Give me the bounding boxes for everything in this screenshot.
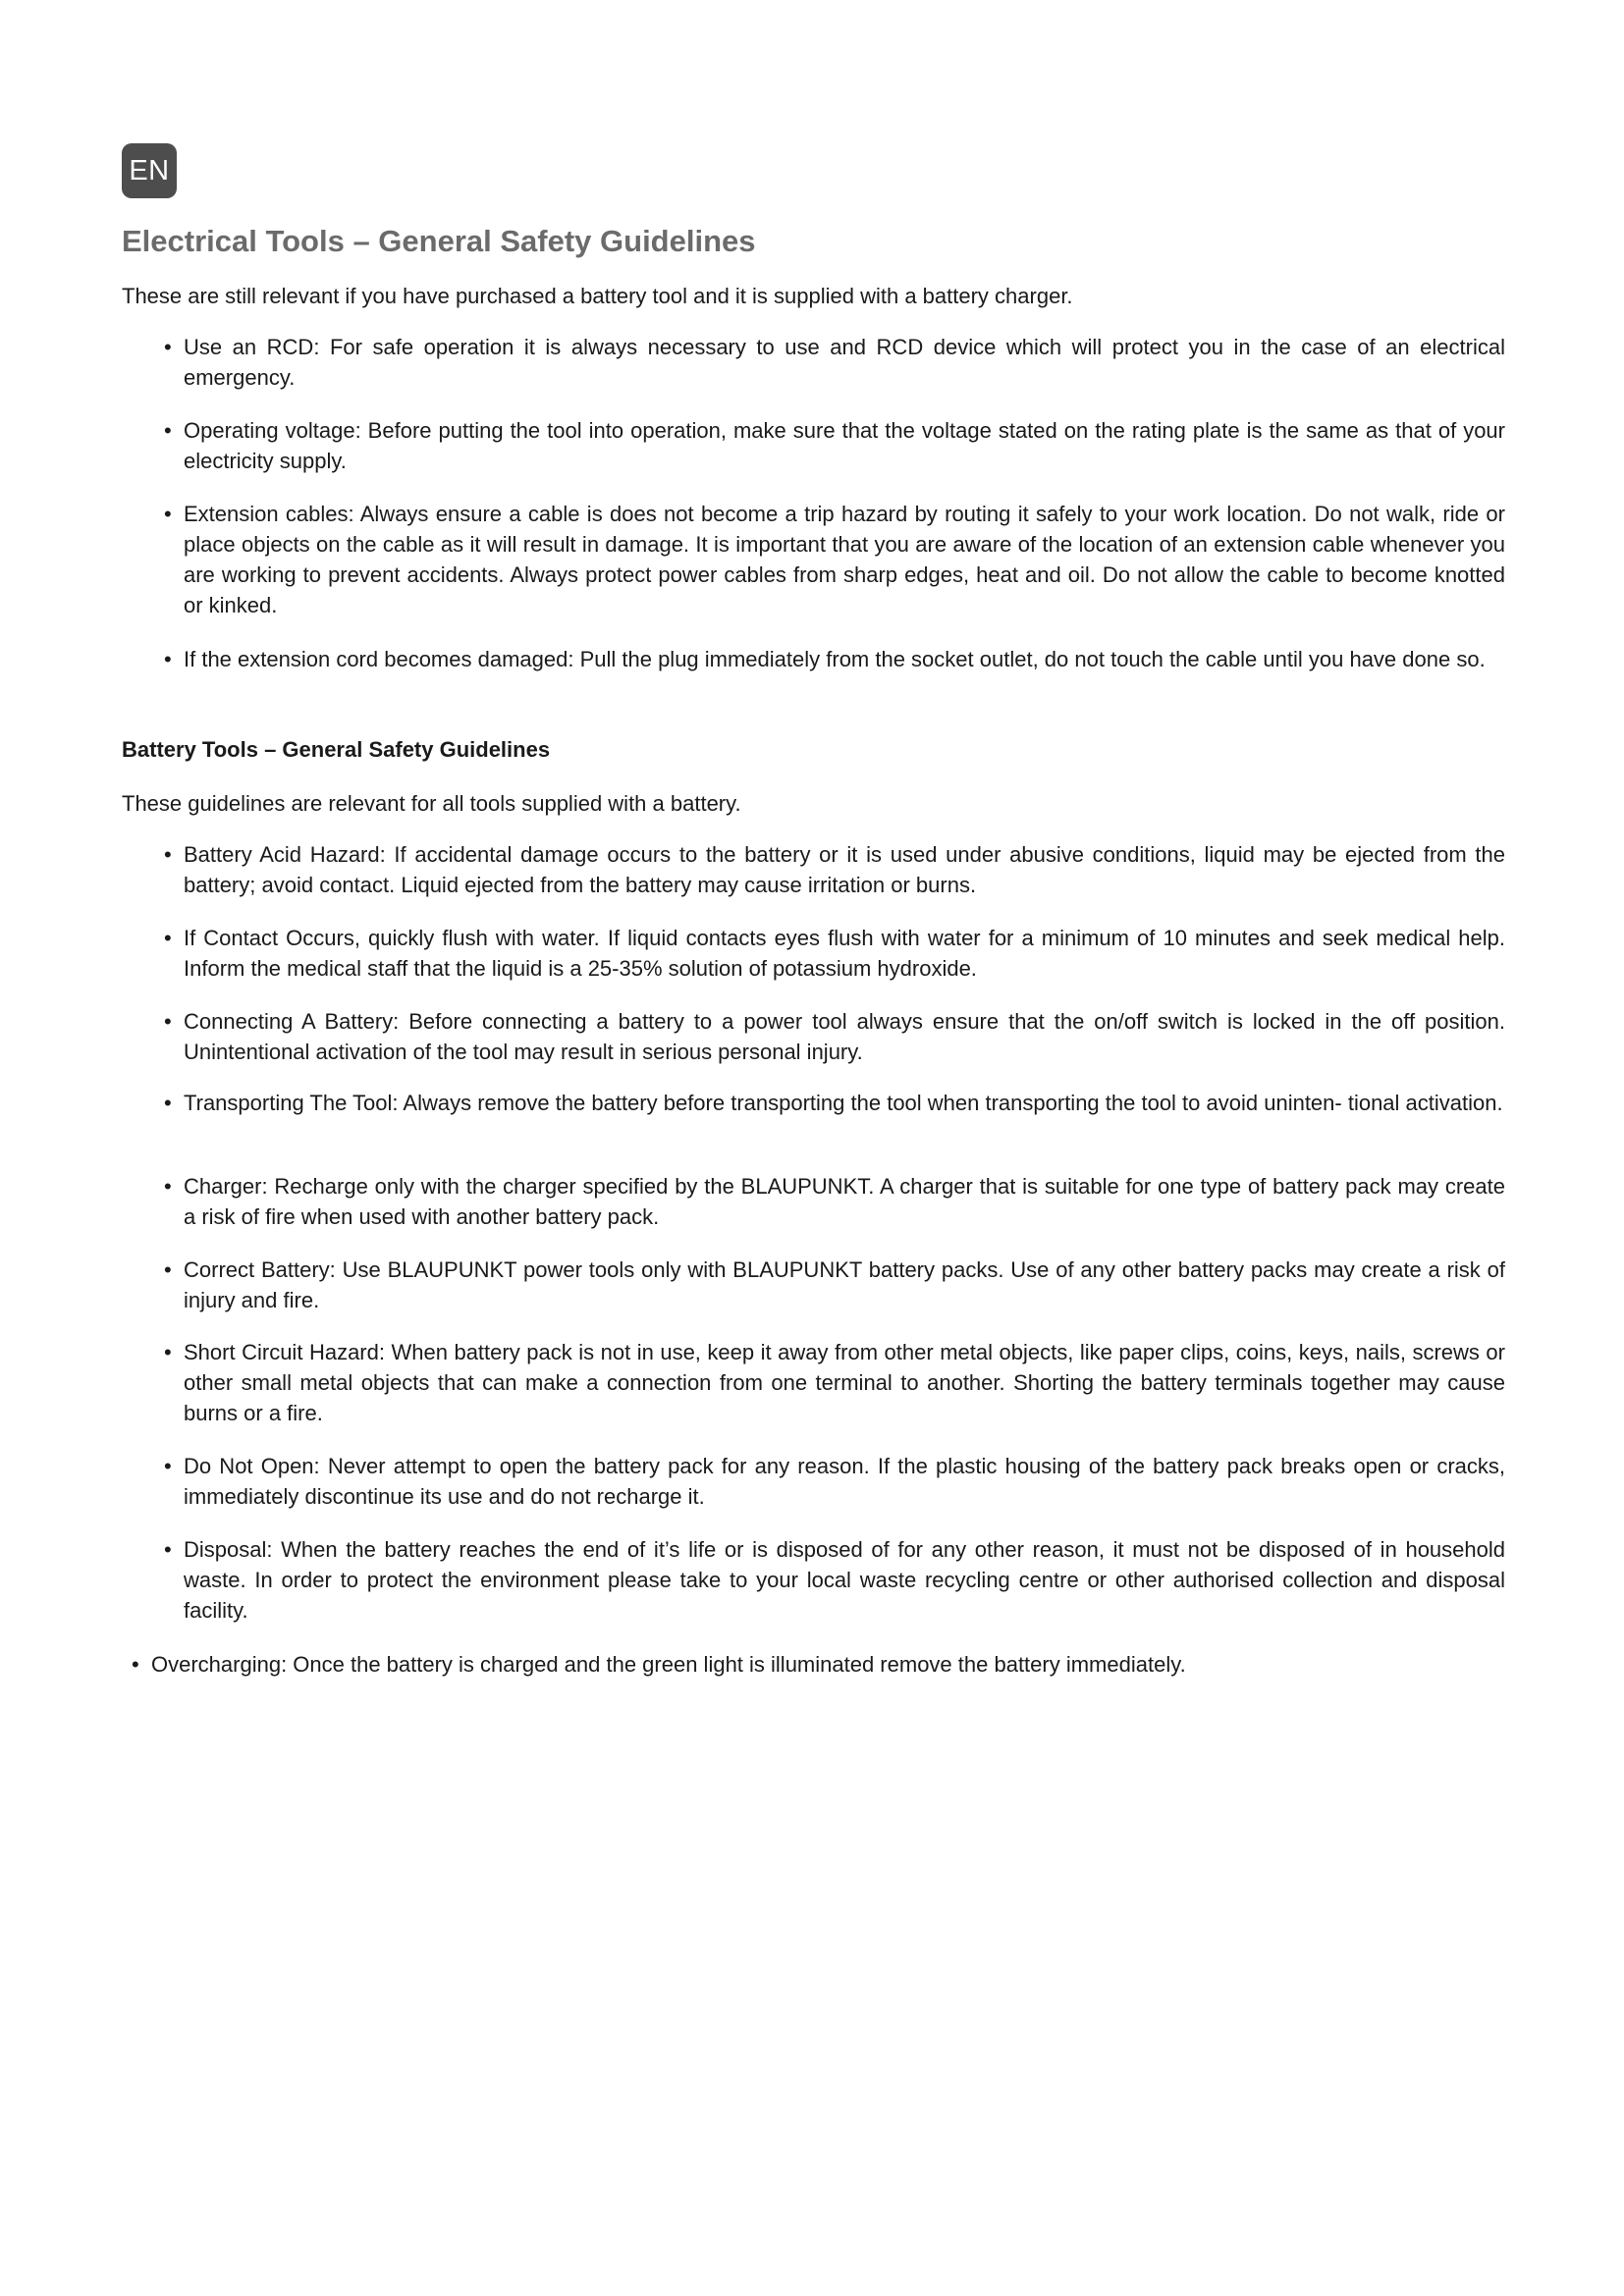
list-item bbox=[164, 1088, 1505, 1118]
list-item bbox=[164, 499, 1505, 620]
list-item-text: Short Circuit Hazard: When battery pack is not in use, keep it away from other metal objects, like paper clips, coins, keys, nails, screws or other small metal objects that can make a connection from one terminal to another. Shorting the battery terminals together may cause burns or a fire. bbox=[184, 1340, 1505, 1425]
list-item bbox=[132, 1649, 1506, 1680]
bullet-icon: • bbox=[164, 502, 172, 526]
list-item bbox=[164, 1337, 1505, 1428]
bullet-icon: • bbox=[164, 1009, 172, 1034]
list-item bbox=[164, 1171, 1505, 1232]
list-item bbox=[164, 1534, 1505, 1626]
list-item bbox=[164, 415, 1505, 476]
page-title: Electrical Tools – General Safety Guidelines bbox=[122, 224, 756, 258]
list-item-text: Connecting A Battery: Before connecting a battery to a power tool always ensure that the on/off switch is locked in the off position. Unintentional activation of the tool may result in serious personal injury. bbox=[184, 1009, 1505, 1064]
bullet-icon: • bbox=[164, 1091, 172, 1115]
bullet-icon: • bbox=[164, 926, 172, 950]
list-item-text: Disposal: When the battery reaches the end of it’s life or is disposed of for any other reason, it must not be disposed of in household waste. In order to protect the environment please take to your local waste recycling centre or other authorised collection and disposal facility. bbox=[184, 1537, 1505, 1623]
list-item-text: Do Not Open: Never attempt to open the battery pack for any reason. If the plastic housing of the battery pack breaks open or cracks, immediately discontinue its use and do not recharge it. bbox=[184, 1454, 1505, 1509]
list-item bbox=[164, 1006, 1505, 1067]
list-item-text: Operating voltage: Before putting the tool into operation, make sure that the voltage stated on the rating plate is the same as that of your electricity supply. bbox=[184, 418, 1505, 473]
bullet-icon: • bbox=[164, 1537, 172, 1562]
section-title: Battery Tools – General Safety Guidelines bbox=[122, 737, 551, 762]
bullet-icon: • bbox=[164, 335, 172, 359]
section-intro: These guidelines are relevant for all tools supplied with a battery. bbox=[122, 791, 741, 816]
bullet-icon: • bbox=[164, 418, 172, 443]
list-item bbox=[164, 332, 1505, 393]
list-item bbox=[164, 839, 1505, 900]
list-item bbox=[164, 644, 1505, 674]
list-item bbox=[164, 1255, 1505, 1315]
bullet-icon: • bbox=[164, 1174, 172, 1199]
bullet-icon: • bbox=[132, 1652, 139, 1677]
intro-paragraph: These are still relevant if you have purchased a battery tool and it is supplied with a battery charger. bbox=[122, 284, 1073, 308]
bullet-icon: • bbox=[164, 647, 172, 671]
list-item bbox=[164, 923, 1505, 984]
list-item-text: If Contact Occurs, quickly flush with water. If liquid contacts eyes flush with water for a minimum of 10 minutes and seek medical help. Inform the medical staff that the liquid is a 25-35% solution of potassium hydroxide. bbox=[184, 926, 1505, 981]
bullet-icon: • bbox=[164, 1454, 172, 1478]
list-item-text: Transporting The Tool: Always remove the battery before transporting the tool when transporting the tool to avoid uninten- tional activation. bbox=[184, 1091, 1503, 1115]
bullet-icon: • bbox=[164, 1340, 172, 1364]
bullet-icon: • bbox=[164, 1257, 172, 1282]
list-item-text: Use an RCD: For safe operation it is always necessary to use and RCD device which will protect you in the case of an electrical emergency. bbox=[184, 335, 1505, 390]
list-item-text: Extension cables: Always ensure a cable is does not become a trip hazard by routing it safely to your work location. Do not walk, ride or place objects on the cable as it will result in damage. It is important that you are aware of the location of an extension cable whenever you are working to prevent accidents. Always protect power cables from sharp edges, heat and oil. Do not allow the cable to become knotted or kinked. bbox=[184, 502, 1505, 617]
list-item-text: If the extension cord becomes damaged: Pull the plug immediately from the socket outlet, do not touch the cable until you have done so. bbox=[184, 647, 1486, 671]
bullet-icon: • bbox=[164, 842, 172, 867]
list-item-text: Charger: Recharge only with the charger specified by the BLAUPUNKT. A charger that is suitable for one type of battery pack may create a risk of fire when used with another battery pack. bbox=[184, 1174, 1505, 1229]
list-item-text: Overcharging: Once the battery is charged and the green light is illuminated remove the battery immediately. bbox=[151, 1652, 1186, 1677]
list-item bbox=[164, 1451, 1505, 1512]
list-item-text: Correct Battery: Use BLAUPUNKT power tools only with BLAUPUNKT battery packs. Use of any other battery packs may create a risk of injury and fire. bbox=[184, 1257, 1505, 1312]
list-item-text: Battery Acid Hazard: If accidental damage occurs to the battery or it is used under abusive conditions, liquid may be ejected from the battery; avoid contact. Liquid ejected from the battery may cause irritation or burns. bbox=[184, 842, 1505, 897]
language-badge: EN bbox=[122, 143, 177, 198]
